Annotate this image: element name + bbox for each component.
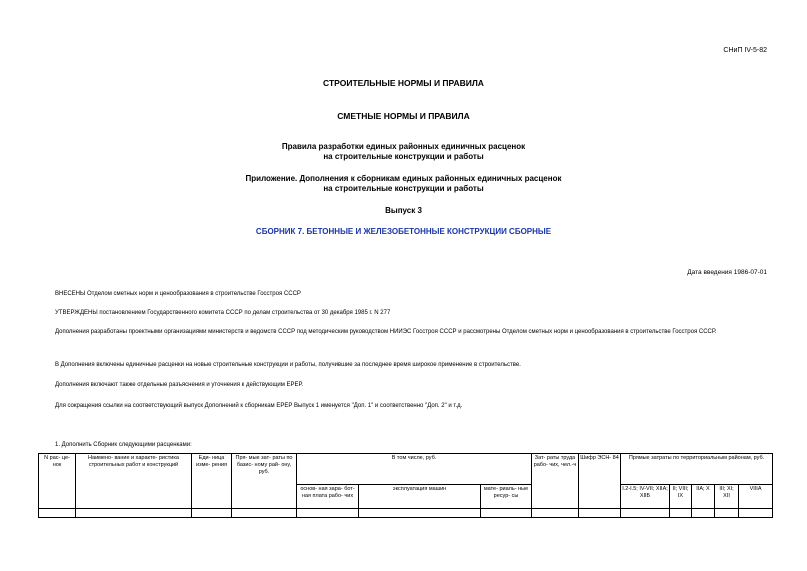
appendix-title-line2: на строительные конструкции и работы [323,184,484,193]
appendix-title-line1: Приложение. Дополнения к сборникам единых районных единичных расценок [245,174,562,183]
col-unit: Еди- ница изме- рения [192,454,232,509]
table-cell [579,509,621,518]
table-cell [621,509,670,518]
paragraph-clarifications: Дополнения включают также отдельные разъяснения и уточнения к действующим ЕРЕР. [55,382,304,388]
table-cell [359,509,481,518]
subcol-region-2: II; VIII; IX [670,485,692,509]
table-cell [692,509,715,518]
rules-title-line1: Правила разработки единых районных единичных расценок [281,142,526,151]
paragraph-included: В Дополнения включены единичные расценки на новые строительные конструкции и работы, получившие за последнее время широкое применение в строительстве. [55,362,521,368]
table-cell [39,509,76,518]
paragraph-developed: Дополнения разработаны проектными организациями министерств и ведомств СССР под методическим руководством НИИЭС Госстроя СССР и рассмотрены Отделом сметных норм и ценообразования в строительстве Госстроя СССР. [55,329,717,335]
col-including: В том числе, руб. [297,454,532,485]
appendix-title [0,174,807,194]
col-esn-code: Шифр ЭСН- 84 [579,454,621,509]
col-work-name: Наимено- вание и характе- ристика строительных работ и конструкций [76,454,192,509]
collection-title: СБОРНИК 7. БЕТОННЫЕ И ЖЕЛЕЗОБЕТОННЫЕ КОНСТРУКЦИИ СБОРНЫЕ [255,227,552,236]
table-cell [232,509,297,518]
rates-table [38,453,773,518]
subcol-wages: основ- ная зара- бот- ная плата рабо- чих [297,485,359,509]
col-rate-number: N рас- це- нок [39,454,76,509]
rules-title [0,142,807,162]
subcol-region-5: VIIIA [739,485,773,509]
table-cell [715,509,739,518]
document-code: СНиП IV-5-82 [723,47,767,54]
table-cell [739,509,773,518]
col-territorial-costs: Прямые затраты по территориальным районам, руб. [621,454,773,485]
table-row [39,509,773,518]
paragraph-introduced: ВНЕСЕНЫ Отделом сметных норм и ценообразования в строительстве Госстроя СССР [55,291,301,297]
subcol-region-3: IIA; X [692,485,715,509]
table-cell [76,509,192,518]
paragraph-references: Для сокращения ссылки на соответствующий выпуск Дополнений к сборникам ЕРЕР Выпуск 1 именуется "Доп. 1" и соответственно "Доп. 2" и т.д. [55,403,463,409]
table-cell [297,509,359,518]
table-cell [532,509,579,518]
main-title: СТРОИТЕЛЬНЫЕ НОРМЫ И ПРАВИЛА [323,78,484,88]
table-cell [481,509,532,518]
table-intro: 1. Дополнить Сборник следующими расценками: [55,442,192,448]
table-cell [670,509,692,518]
subcol-region-1: I.2-I.5; IV-VII; XIIA; XIIБ [621,485,670,509]
col-labor-costs: Зат- раты труда рабо- чих, чел.-ч [532,454,579,509]
introduction-date: Дата введения 1986-07-01 [687,269,767,276]
rules-title-line2: на строительные конструкции и работы [323,152,484,161]
subcol-materials: мате- риаль- ные ресур- сы [481,485,532,509]
table-header-row [39,454,773,485]
subcol-machines: эксплуатация машин [359,485,481,509]
issue-number: Выпуск 3 [385,206,422,215]
col-direct-costs: Пря- мые зат- раты по базис- ному рай- ону, руб. [232,454,297,509]
paragraph-approved: УТВЕРЖДЕНЫ постановлением Государственного комитета СССР по делам строительства от 30 декабря 1985 г. N 277 [55,310,391,316]
sub-title: СМЕТНЫЕ НОРМЫ И ПРАВИЛА [337,111,470,121]
table-cell [192,509,232,518]
subcol-region-4: III; XI; XII [715,485,739,509]
